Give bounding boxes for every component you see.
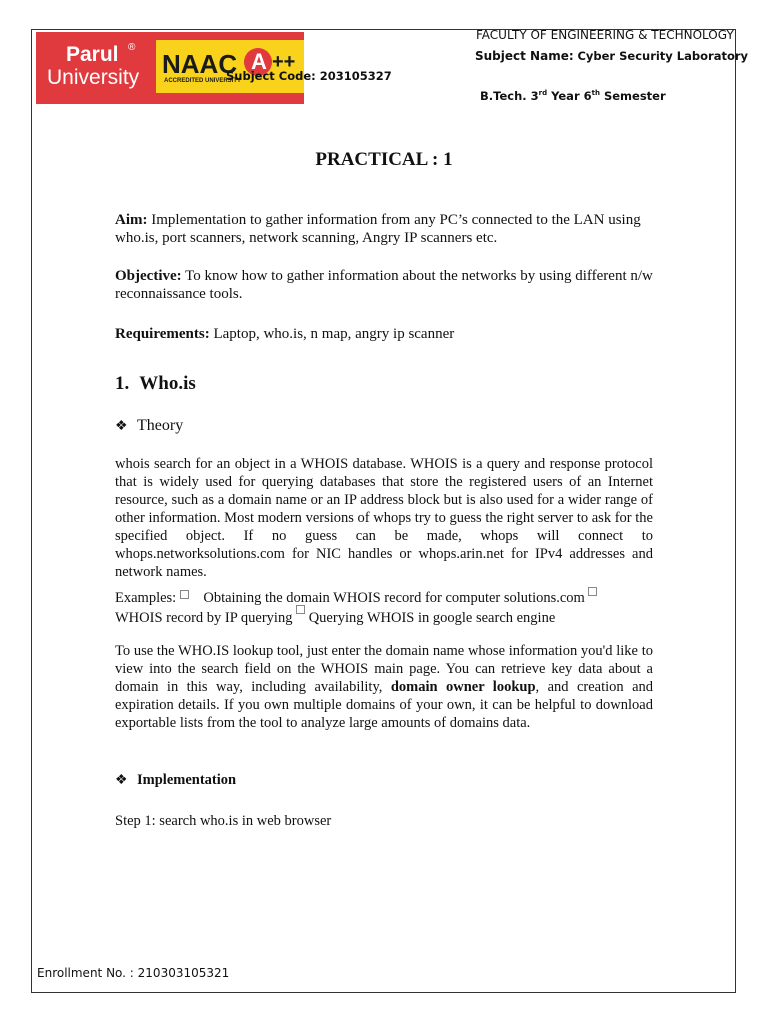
examples-line1 [115,587,653,607]
diamond-bullet-icon: ❖ [115,419,128,434]
enrollment-number: Enrollment No. : 210303105321 [37,966,230,980]
parul-logo [36,32,154,104]
aim-label: Aim: [115,212,148,228]
logo-parul-line1: Parul [66,43,119,66]
implementation-heading: ❖ Implementation [115,772,237,788]
requirements-paragraph [115,325,653,343]
objective-label: Objective: [115,268,182,284]
logo-naac-text: NAAC [162,49,238,79]
naac-logo [154,32,304,104]
logo-parul-line2: University [47,66,140,89]
theory-heading: ❖ Theory [115,417,184,434]
logo-naac-accredited: ACCREDITED UNIVERSITY [164,78,242,84]
subject-name-value: Cyber Security Laboratory [577,49,749,63]
page-title: PRACTICAL : 1 [315,149,453,170]
aim-paragraph [115,211,653,247]
section-heading-whois: 1. Who.is [115,373,196,394]
aim-text: Implementation to gather information from any PC’s connected to the LAN using who.is, port scanners, network scanning, Angry IP scanners etc. [115,212,641,246]
checkbox-icon [588,587,597,596]
examples-line2 [115,605,653,627]
example-item-1: Obtaining the domain WHOIS record for computer solutions.com [203,590,585,606]
checkbox-icon [180,590,189,599]
subject-name-label: Subject Name: [475,49,574,63]
logo-naac-grade: A [251,49,267,74]
objective-paragraph [115,267,653,303]
subject-name [475,49,748,63]
theory-paragraph: whois search for an object in a WHOIS database. WHOIS is a query and response protocol that is widely used for querying databases that store the registered users of an Internet resource, such as a domain name or an IP address block but is also used for a wider range of other information. Most modern versions of whops try to guess the right server to ask for the specified object. If no guess can be made, whops will connect to whops.networksolutions.com for NIC handles or whops.arin.net for IPv4 addresses and network names. [115,456,653,580]
logo-naac-plus: ++ [272,51,296,73]
faculty-name: FACULTY OF ENGINEERING & TECHNOLOGY [476,28,734,42]
diamond-bullet-icon: ❖ [115,773,128,788]
logo-parul-reg: ® [128,42,136,53]
requirements-text: Laptop, who.is, n map, angry ip scanner [209,326,455,342]
examples-label: Examples: [115,590,177,606]
step-1: Step 1: search who.is in web browser [115,813,332,829]
example-item-2: WHOIS record by IP querying [115,610,293,626]
usage-bold-text: domain owner lookup [390,679,536,695]
university-logo [36,32,304,104]
example-item-3: Querying WHOIS in google search engine [308,610,556,626]
requirements-label: Requirements: [115,326,210,342]
usage-paragraph: To use the WHO.IS lookup tool, just enter the domain name whose information you'd like to view into the search field on the WHOIS main page. You can retrieve key data about a domain in this way, including availability, domain owner lookup, and creation and expiration details. If you own multiple domains of your own, it can be helpful to download exportable lists from the tool to analyze large amounts of domains data. [115,643,653,731]
subject-code: Subject Code: 203105327 [226,69,392,83]
objective-text: To know how to gather information about the networks by using different n/w reconnaissance tools. [115,268,653,302]
semester-info: B.Tech. 3rd Year 6th Semester [480,89,666,103]
checkbox-icon [296,605,305,614]
